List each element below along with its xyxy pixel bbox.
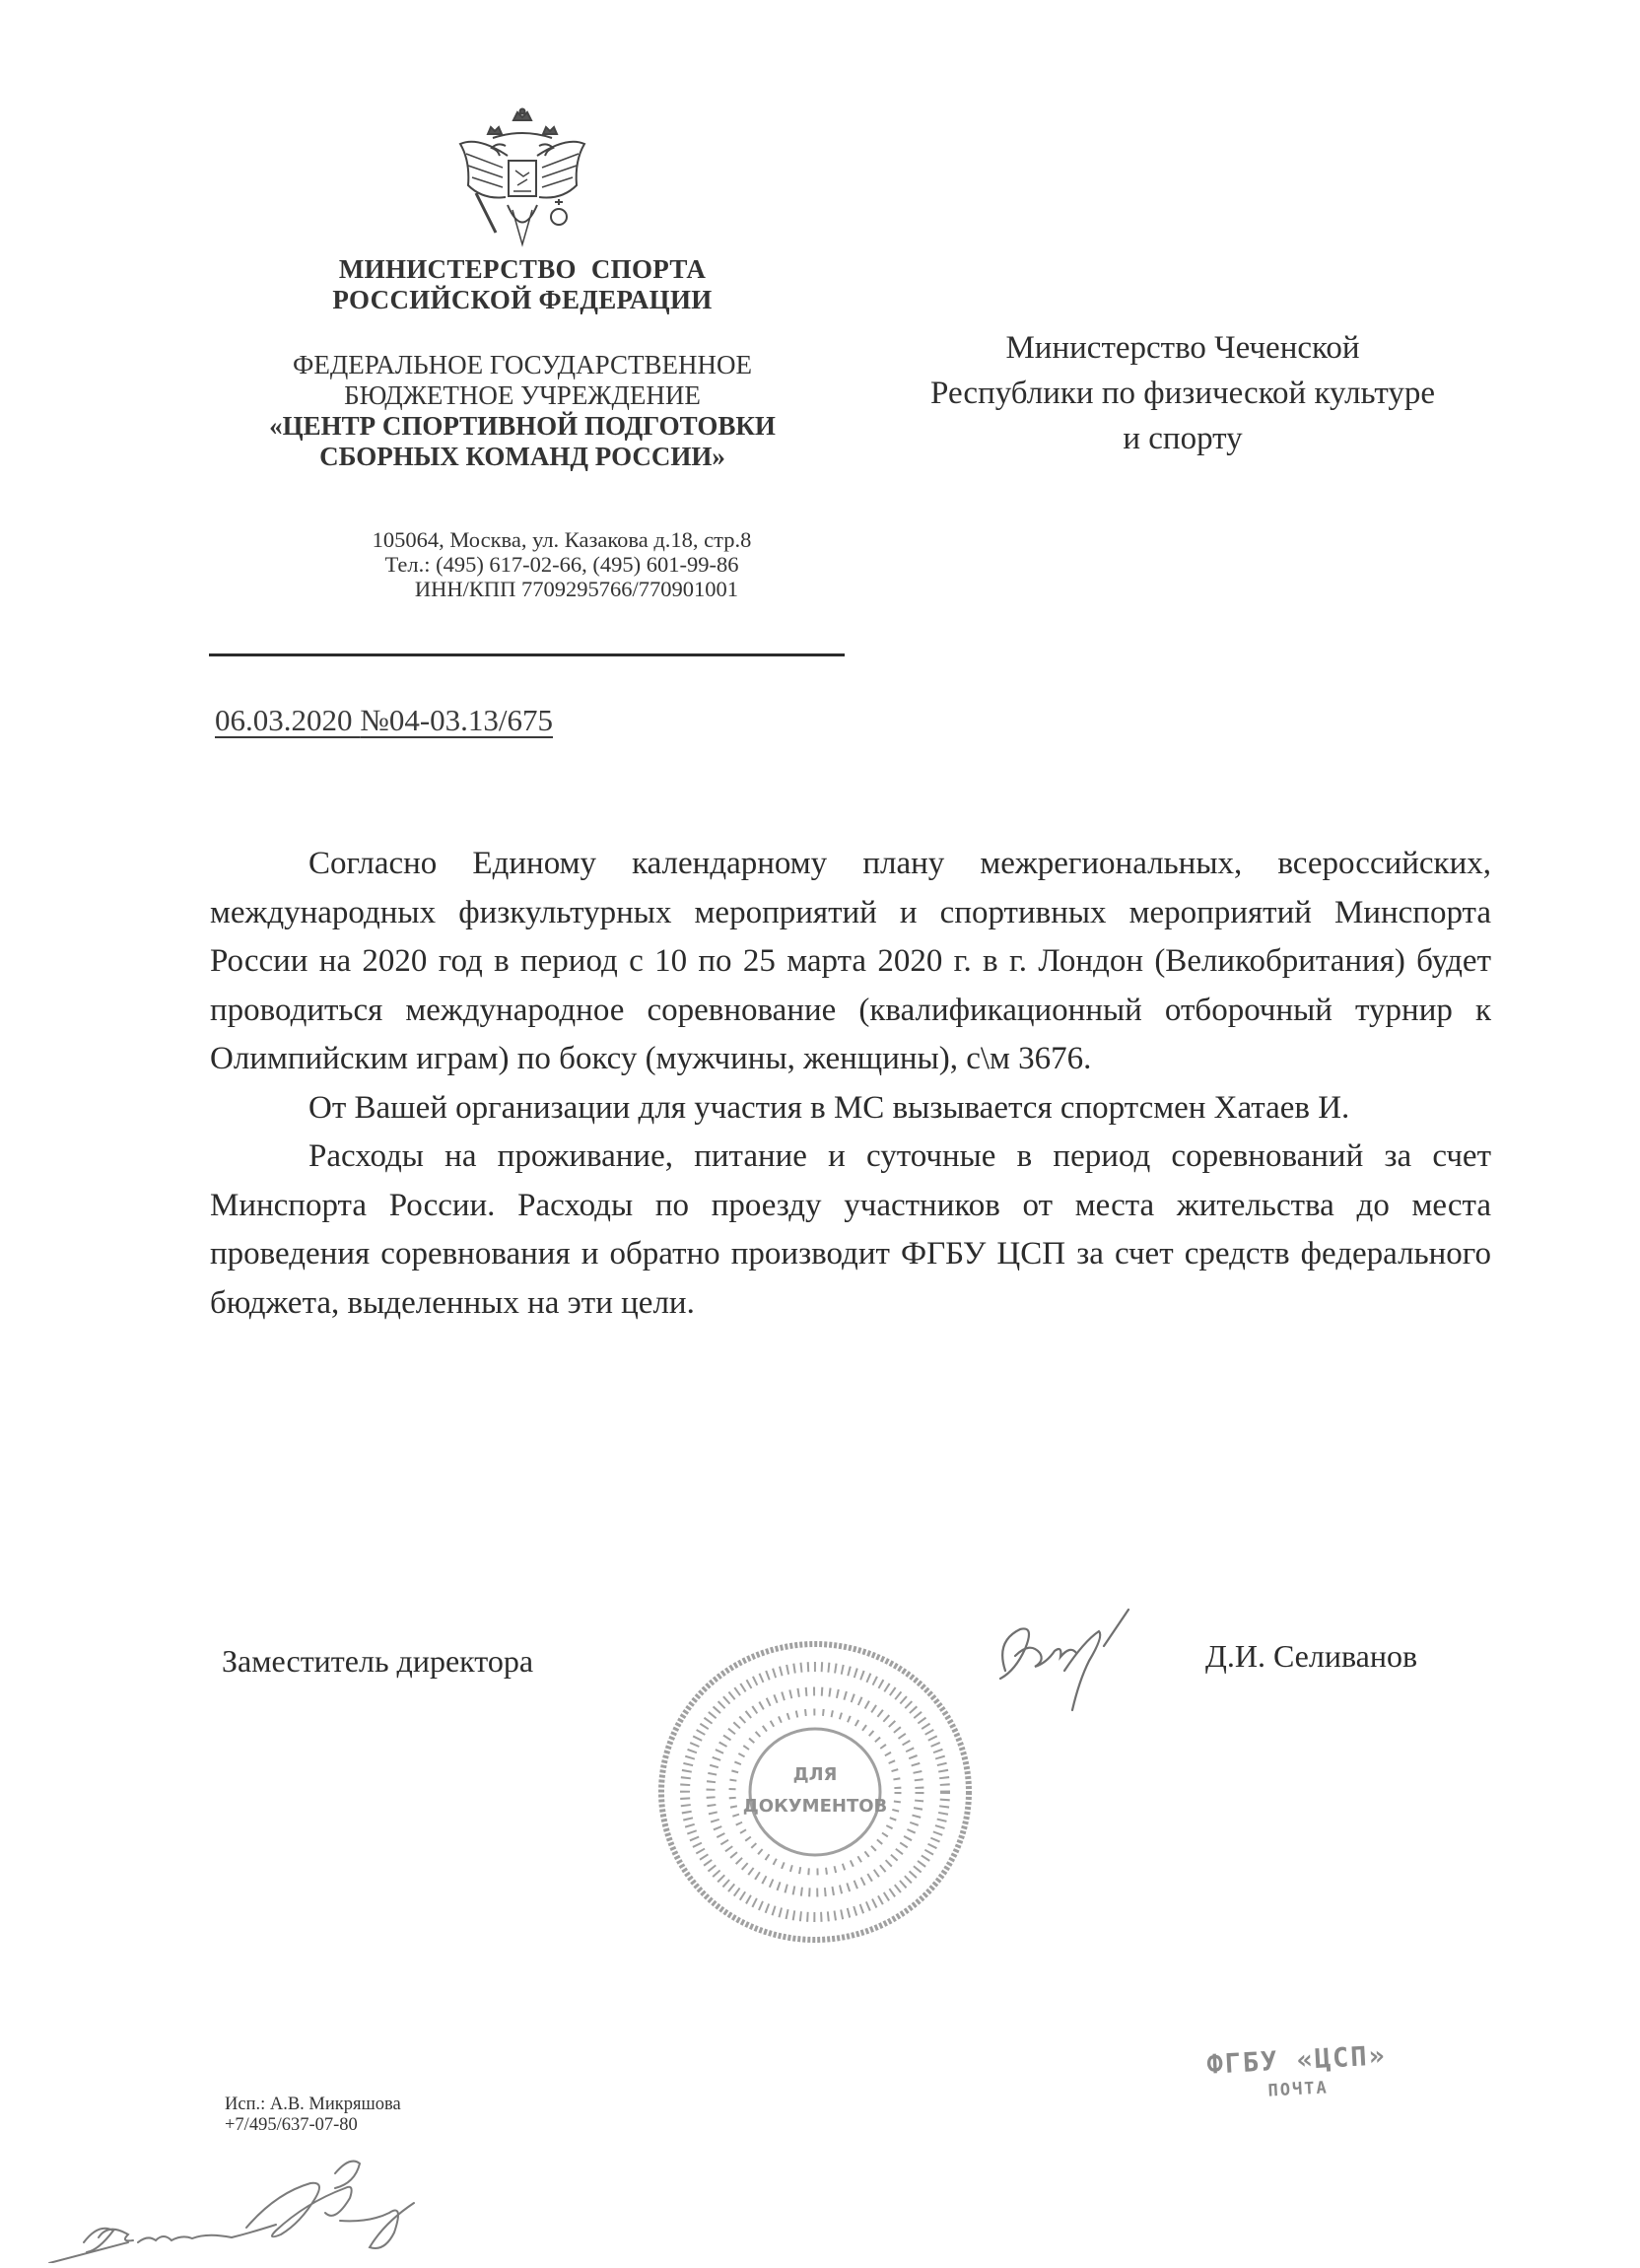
org-address: 105064, Москва, ул. Казакова д.18, стр.8 <box>372 527 752 552</box>
signatory-position: Заместитель директора <box>222 1643 534 1679</box>
executor-name: Исп.: А.В. Микряшова <box>225 2095 401 2114</box>
post-stamp-line2: ПОЧТА <box>1267 2078 1330 2101</box>
org-line3: «ЦЕНТР СПОРТИВНОЙ ПОДГОТОВКИ <box>269 411 776 441</box>
handwritten-signature-icon <box>986 1602 1133 1720</box>
registration-date: 06.03.2020 <box>215 703 353 737</box>
organization-name <box>202 350 843 472</box>
addressee-line1: Министерство Чеченской <box>1005 330 1360 366</box>
body-paragraph: Расходы на проживание, питание и суточные в период соревнований за счет Минспорта России. Расходы по проезду участников от места жительства до места проведения соревнования и обратно производит ФГБУ ЦСП за счет средств федерального бюджета, выделенных на эти цели. <box>210 1138 1491 1321</box>
org-line2: БЮДЖЕТНОЕ УЧРЕЖДЕНИЕ <box>344 380 701 410</box>
org-inn-kpp: ИНН/КПП 7709295766/770901001 <box>414 577 739 601</box>
addressee <box>867 325 1498 461</box>
org-line1: ФЕДЕРАЛЬНОЕ ГОСУДАРСТВЕННОЕ <box>293 350 752 379</box>
org-line4: СБОРНЫХ КОМАНД РОССИИ» <box>319 442 725 471</box>
post-stamp-line1: ФГБУ «ЦСП» <box>1205 2040 1388 2081</box>
seal-text-ring-middle <box>711 1691 920 1892</box>
org-contacts <box>286 527 838 601</box>
body-paragraph: Согласно Единому календарному плану межрегиональных, всероссийских, международных физкультурных мероприятий и спортивных мероприятий Минспорта России на 2020 год в период с 10 по 25 марта 2020 г. в г. Лондон (Великобритания) будет проводиться международное соревнование (квалификационный отборочный турнир к Олимпийским играм) по боксу (мужчины, женщины), с\м 3676. <box>210 846 1491 1076</box>
seal-text-ring-outer <box>685 1667 945 1917</box>
round-seal-icon <box>652 1634 978 1950</box>
ministry-name-line2: РОССИЙСКОЙ ФЕДЕРАЦИИ <box>332 285 713 314</box>
ministry-name-line1: МИНИСТЕРСТВО СПОРТА <box>338 254 707 284</box>
letter-body <box>210 840 1491 1328</box>
registration-no: №04-03.13/675 <box>360 703 554 737</box>
executor-signature-icon <box>39 2154 463 2263</box>
seal-text-ring-inner <box>732 1712 898 1872</box>
org-phones: Тел.: (495) 617-02-66, (495) 601-99-86 <box>384 552 739 577</box>
seal-inner-circle <box>750 1729 880 1855</box>
ministry-name <box>202 254 843 315</box>
body-paragraph: От Вашей организации для участия в МС вызывается спортсмен Хатаев И. <box>308 1089 1350 1126</box>
addressee-line2: Республики по физической культуре <box>930 376 1435 411</box>
russian-coat-of-arms-icon <box>448 106 596 254</box>
post-stamp <box>1206 2040 1389 2103</box>
letterhead-divider <box>209 653 845 656</box>
seal-center-line2: ДОКУМЕНТОВ <box>742 1796 888 1817</box>
registration-number <box>215 703 553 738</box>
executor-phone: +7/495/637-07-80 <box>225 2115 358 2135</box>
seal-center-line1: ДЛЯ <box>792 1764 838 1785</box>
addressee-line3: и спорту <box>1123 421 1243 456</box>
executor-info <box>225 2095 401 2136</box>
signatory-name: Д.И. Селиванов <box>1205 1638 1418 1674</box>
